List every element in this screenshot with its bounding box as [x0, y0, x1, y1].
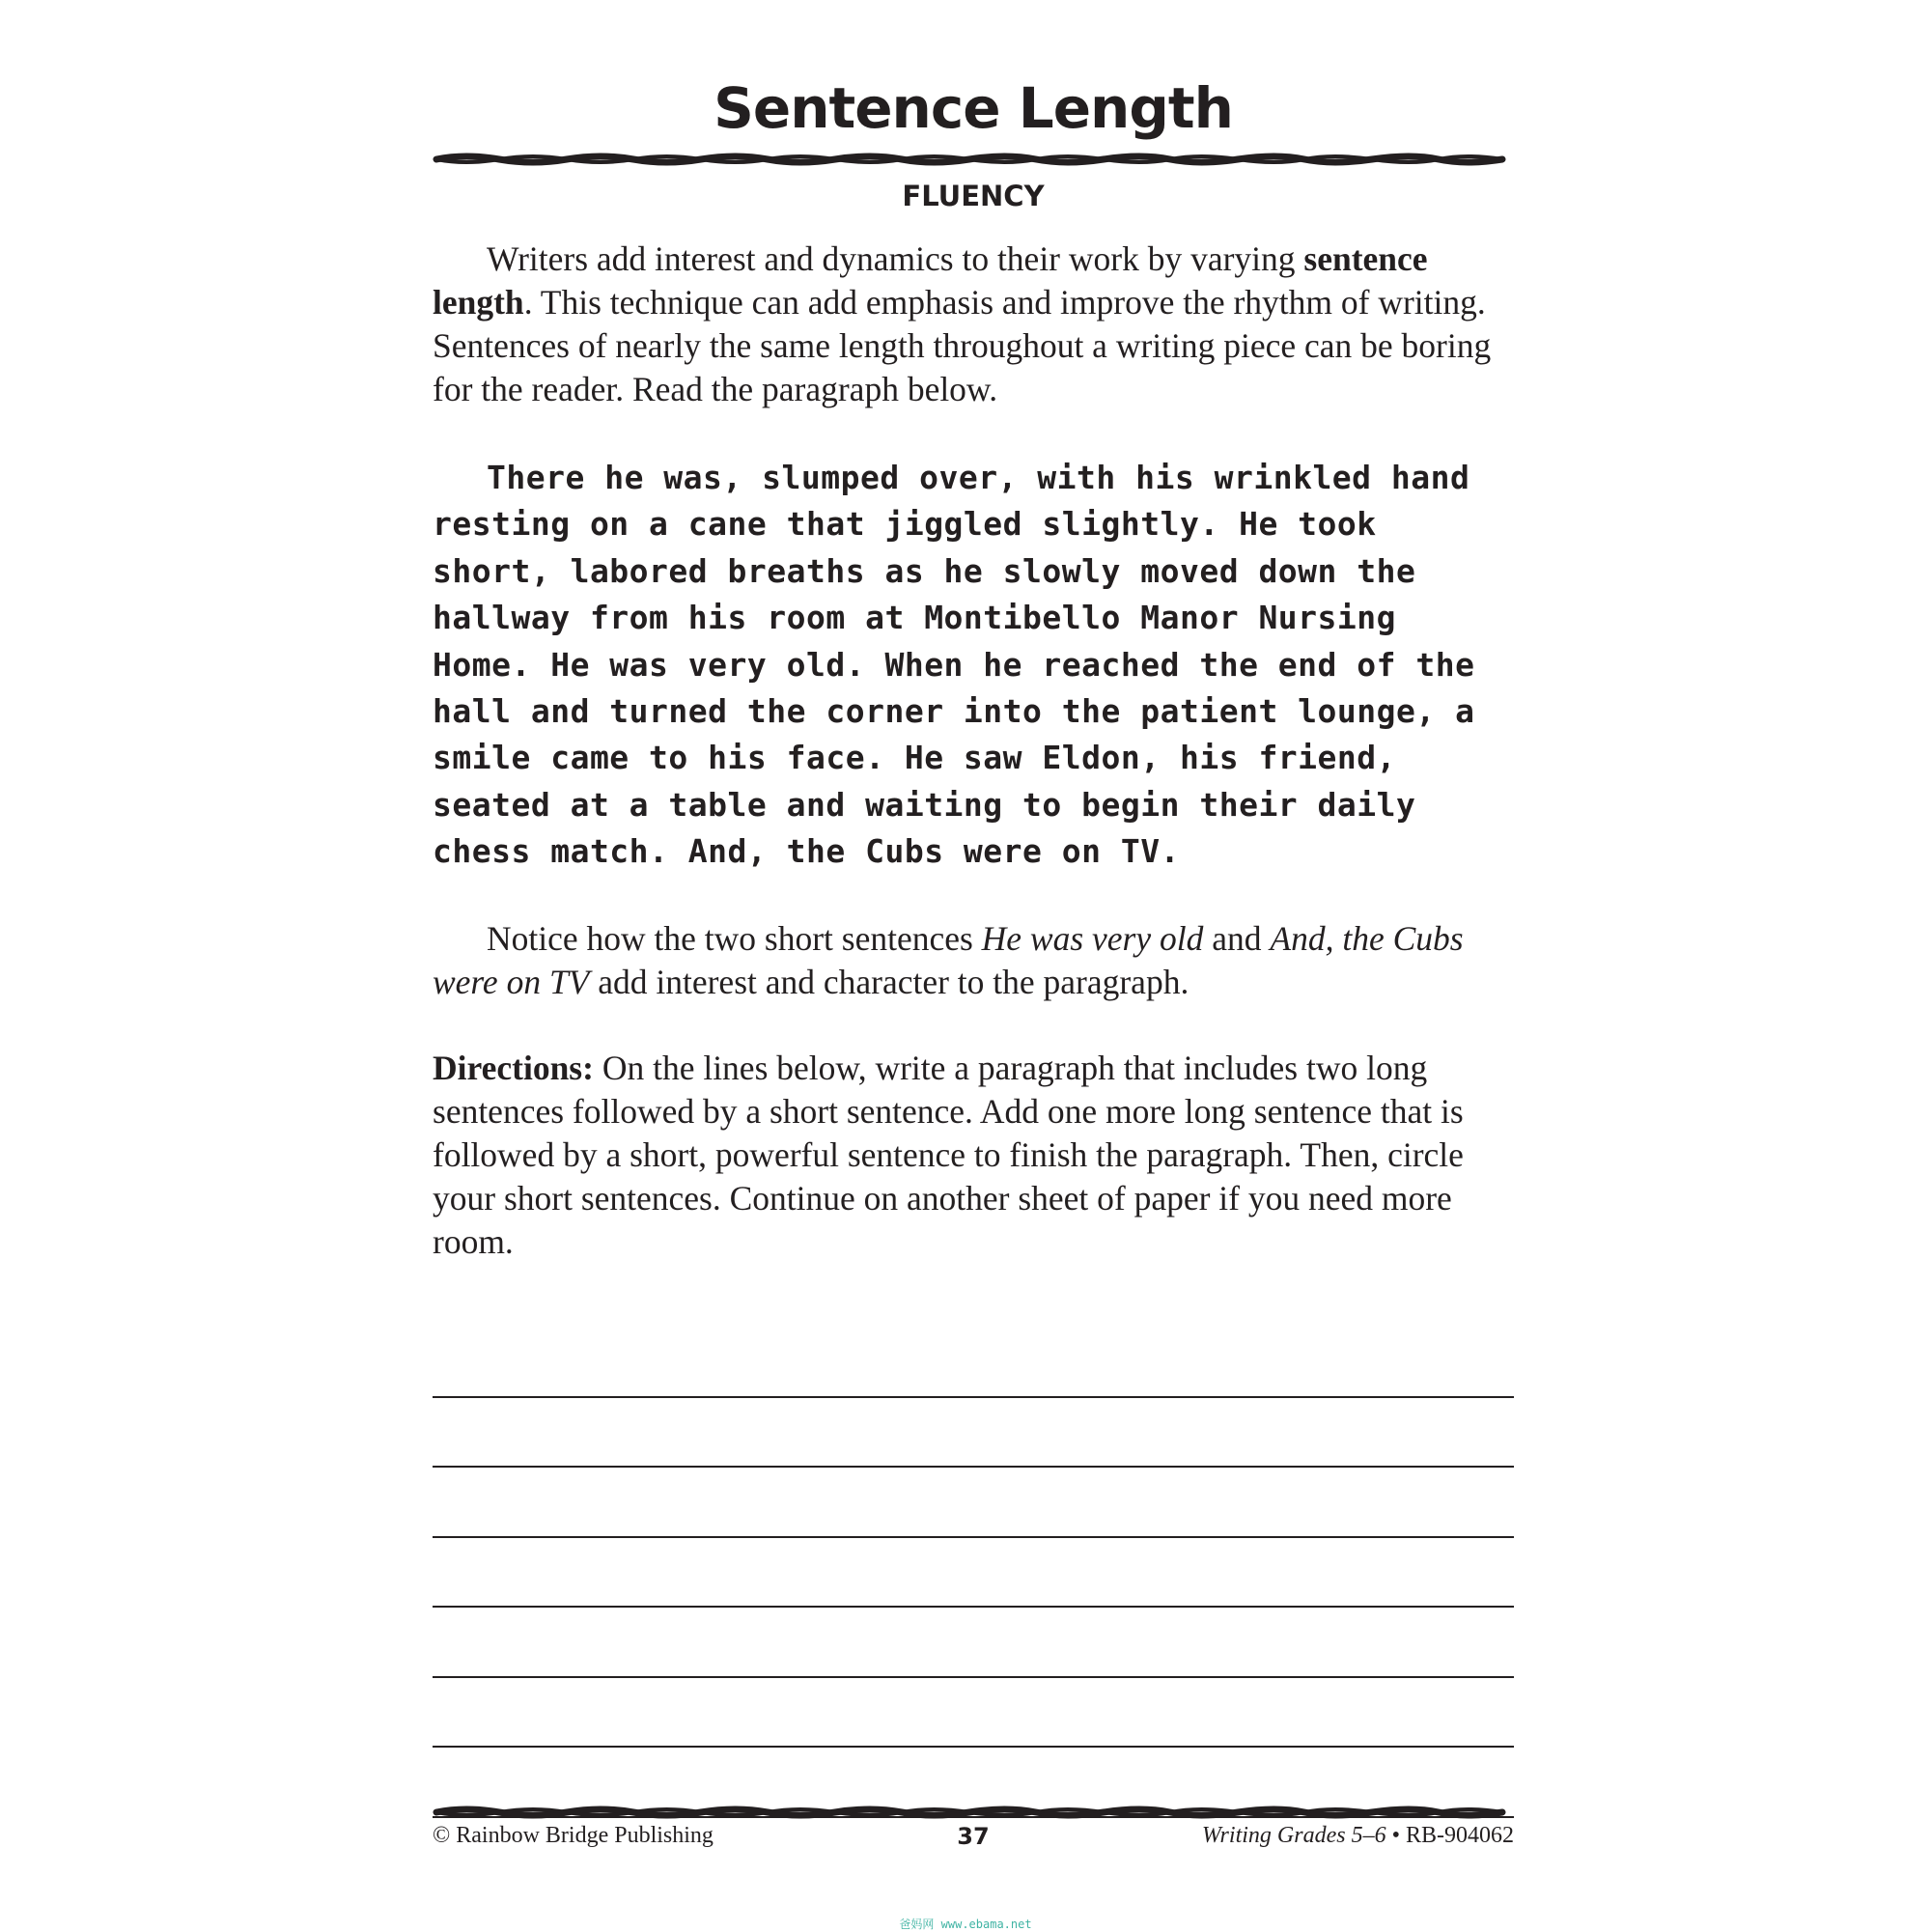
intro-bold-term: sentence length	[433, 239, 1428, 322]
section-subtitle: FLUENCY	[902, 180, 1045, 212]
notice-paragraph	[433, 917, 1514, 1004]
notice-italic-1: He was very old	[981, 919, 1204, 958]
writing-line[interactable]	[433, 1468, 1514, 1538]
directions-paragraph	[433, 1047, 1514, 1264]
writing-line[interactable]	[433, 1398, 1514, 1469]
footer-code: RB-904062	[1405, 1823, 1514, 1848]
writing-line[interactable]	[433, 1678, 1514, 1749]
footer-separator: •	[1385, 1823, 1406, 1848]
bottom-wavy-rule	[433, 1803, 1506, 1822]
footer-page-number: 37	[957, 1823, 990, 1850]
intro-paragraph	[433, 238, 1514, 411]
directions-label: Directions:	[433, 1049, 594, 1087]
writing-line[interactable]	[433, 1328, 1514, 1398]
intro-text-end: . This technique can add emphasis and improve the rhythm of writing. Sentences of nearly the same length throughout a writing piece can be boring for the reader. Read the paragraph below.	[433, 283, 1492, 408]
writing-lines	[433, 1328, 1514, 1818]
page-title: Sentence Length	[714, 75, 1233, 141]
notice-text-3: add interest and character to the paragraph.	[589, 963, 1189, 1001]
footer-copyright: © Rainbow Bridge Publishing	[433, 1823, 714, 1848]
notice-text-2: and	[1203, 919, 1271, 958]
page-footer	[433, 1823, 1514, 1856]
worksheet-page	[433, 0, 1514, 1931]
example-paragraph: There he was, slumped over, with his wrinkled hand resting on a cane that jiggled slightly. He took short, labored breaths as he slowly moved down the hallway from his room at Montibello Manor Nursing Home. He was very old. When he reached the end of the hall and turned the corner into the patient lounge, a smile came to his face. He saw Eldon, his friend, seated at a table and waiting to begin their daily chess match. And, the Cubs were on TV.	[433, 459, 1475, 871]
footer-book-title: Writing Grades 5–6	[1201, 1823, 1386, 1848]
watermark: 爸妈网 www.ebama.net	[899, 1918, 1032, 1931]
notice-text-1: Notice how the two short sentences	[487, 919, 982, 958]
writing-line[interactable]	[433, 1538, 1514, 1609]
notice-italic-2: And, the Cubs were on TV	[433, 919, 1464, 1001]
writing-line[interactable]	[433, 1608, 1514, 1678]
intro-text-start: Writers add interest and dynamics to their work by varying	[487, 239, 1304, 278]
top-wavy-rule	[433, 150, 1506, 169]
directions-text: On the lines below, write a paragraph that includes two long sentences followed by a short sentence. Add one more long sentence that is followed by a short, powerful sentence to finish the paragraph. Then, circle your short sentences. Continue on another sheet of paper if you need more room.	[433, 1049, 1464, 1261]
footer-book-info	[1202, 1823, 1514, 1849]
